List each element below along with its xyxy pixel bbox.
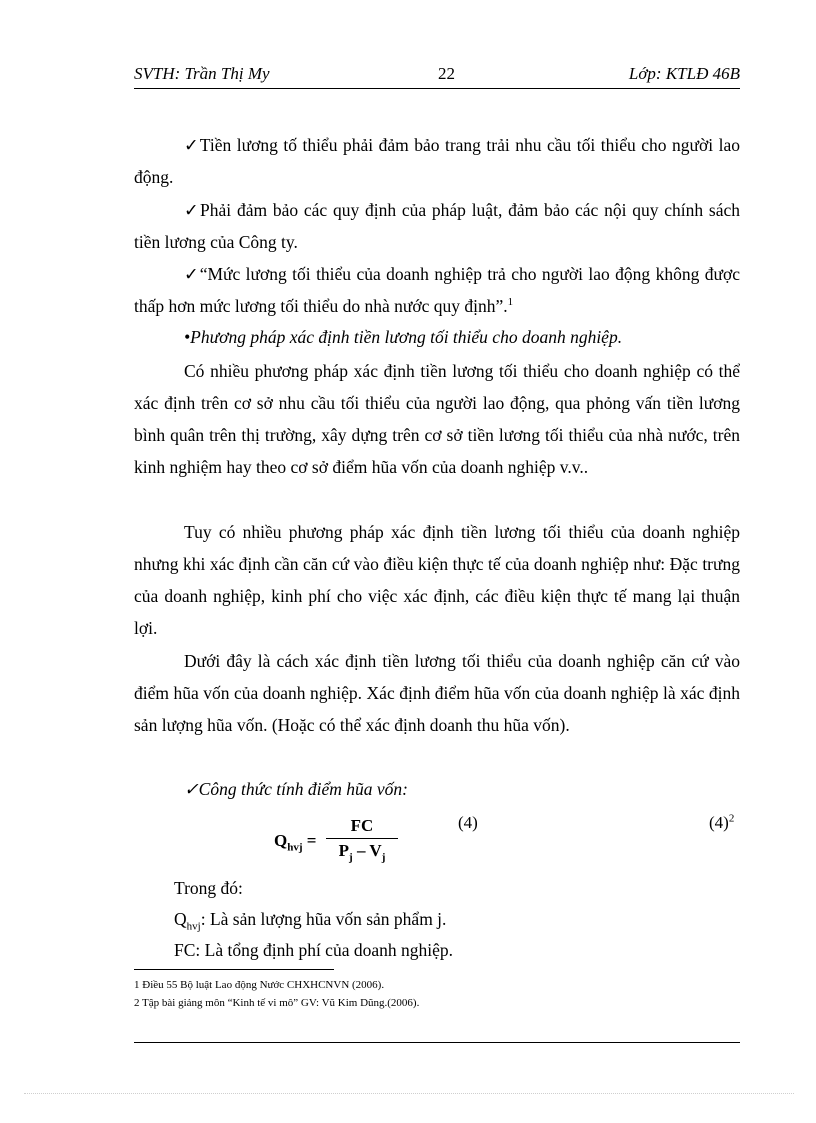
equation-label-1: (4) — [458, 813, 478, 832]
formula-lhs: $Q_{hvj}$ = — [274, 831, 317, 854]
footnote-1: 1 Điều 55 Bộ luật Lao động Nước CHXHCNVN (2006). — [134, 979, 385, 991]
student-name: SVTH: Trần Thị My — [134, 64, 270, 83]
formula-fraction — [326, 816, 398, 863]
paragraph-7: Dưới đây là cách xác định tiền lương tối thiểu của doanh nghiệp căn cứ vào điểm hũa vốn của doanh nghiệp. Xác định điểm hũa vốn của doanh nghiệp là xác định sản lượng hũa vốn. (Hoặc có thể xác định doanh thu hũa vốn). — [134, 651, 740, 735]
class-label: Lớp: KTLĐ 46B — [628, 64, 740, 83]
page-header — [134, 62, 740, 89]
footer-rule — [134, 1042, 740, 1043]
paragraph-5: Có nhiều phương pháp xác định tiền lương tối thiểu cho doanh nghiệp có thể xác định trên cơ sở nhu cầu tối thiểu của người lao động, qua phỏng vấn tiền lương bình quân trên thị trường, xây dựng trên cơ sở tiền lương tối thiểu của nhà nước, trên kinh nghiệm hay theo cơ sở điểm hũa vốn của doanh nghiệp v.v.. — [134, 361, 740, 477]
where-q-definition: $Q_{hvj}$: Là sản lượng hũa vốn sản phẩm j. — [174, 909, 447, 933]
formula-heading: ✓Công thức tính điểm hũa vốn: — [184, 779, 408, 799]
page-break-line — [24, 1093, 794, 1094]
equation-label-2: $(4)^2$ — [709, 812, 735, 832]
formula-numerator: FC — [326, 816, 398, 839]
where-intro: Trong đó: — [174, 878, 243, 898]
paragraph-3 — [134, 258, 740, 322]
footnote-ref-1: 1 — [507, 296, 514, 309]
where-fc-definition: FC: Là tổng định phí của doanh nghiệp. — [174, 940, 453, 960]
page-number: 22 — [438, 64, 455, 83]
formula-denominator: $P_j - V_j$ — [338, 841, 386, 864]
section-heading: •Phương pháp xác định tiền lương tối thiểu cho doanh nghiệp. — [184, 327, 623, 347]
paragraph-3-text: ✓“Mức lương tối thiểu của doanh nghiệp trả cho người lao động không được thấp hơn mức lương tối thiểu do nhà nước quy định”. — [134, 264, 740, 316]
paragraph-1: ✓Tiền lương tố thiểu phải đảm bảo trang trải nhu cầu tối thiểu cho người lao động. — [134, 135, 740, 187]
footnote-divider — [134, 969, 334, 970]
paragraph-6: Tuy có nhiều phương pháp xác định tiền lương tối thiểu của doanh nghiệp nhưng khi xác định cần căn cứ vào điều kiện thực tế của doanh nghiệp như: Đặc trưng của doanh nghiệp, kinh phí cho việc xác định, các điều kiện thực tế mang lại thuận lợi. — [134, 522, 740, 638]
footnote-2: 2 Tập bài giảng môn “Kinh tế vi mô” GV: Vũ Kim Dũng.(2006). — [134, 997, 420, 1009]
breakeven-formula — [274, 812, 744, 866]
paragraph-2: ✓Phải đảm bảo các quy định của pháp luật, đảm bảo các nội quy chính sách tiền lương của Công ty. — [134, 200, 740, 252]
